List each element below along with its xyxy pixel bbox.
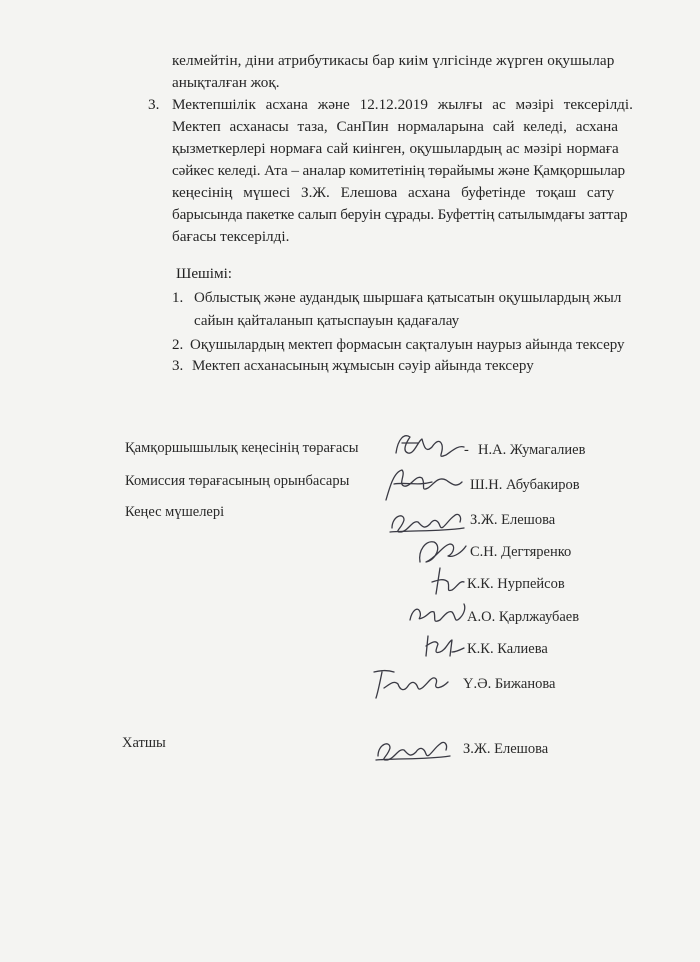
deputy-label: Комиссия төрағасының орынбасары [125,473,350,489]
decision-title: Шешімі: [176,265,233,282]
decision-item-number: 3. [172,358,184,374]
text-line: кеңесінің мүшесі З.Ж. Елешова асхана буфетінде тоқаш сату [172,184,615,201]
member6-signature [366,662,454,702]
member3-signature [426,564,470,598]
member-name: К.К. Нурпейсов [467,576,565,592]
text-line: Мектеп асханасы таза, СанПин нормаларына сай келеді, асхана [172,118,618,135]
members-label: Кеңес мүшелері [125,504,225,520]
decision-item-number: 2. [172,337,184,353]
chair-signature [388,425,468,465]
secretary-label: Хатшы [122,735,166,751]
chair-label: Қамқоршышылық кеңесінің төрағасы [125,440,359,456]
member5-signature [420,630,466,660]
text-line: бағасы тексерілді. [172,228,290,245]
text-line: келмейтін, діни атрибутикасы бар киім үлгісінде жүрген оқушылар [172,52,615,69]
member-name: З.Ж. Елешова [470,512,556,528]
item2-tail [172,50,660,94]
secretary-name: З.Ж. Елешова [463,741,549,757]
decision-item-number: 1. [172,290,184,306]
deputy-signature [376,462,466,506]
text-line: барысында пакетке салып беруін сұрады. Буфеттің сатылымдағы заттар [172,206,628,223]
text-line: қызметкерлері нормаға сай киінген, оқушылардың ас мәзірі нормаға [172,140,619,157]
member2-signature [414,532,470,568]
text-line: Мектепшілік асхана және 12.12.2019 жылғы ас мәзірі тексерілді. [172,96,633,113]
decision-item-line: сайын қайталанып қатыспауын қадағалау [194,313,460,329]
secretary-signature [372,728,452,766]
member-name: А.О. Қарлжаубаев [467,609,580,625]
item3-number: 3. [148,96,160,113]
item3-paragraph [172,94,660,248]
member-name: С.Н. Дегтяренко [470,544,572,560]
decision-item-line: Мектеп асханасының жұмысын сәуір айында тексеру [192,358,534,374]
text-line: анықталған жоқ. [172,74,280,91]
text-line: сәйкес келеді. Ата – аналар комитетінің төрайымы және Қамқоршылар [172,162,626,179]
member-name: К.К. Калиева [467,641,548,657]
member4-signature [404,596,470,630]
member-name: Ү.Ә. Бижанова [463,676,556,692]
chair-name: Н.А. Жумагалиев [478,442,586,458]
deputy-name: Ш.Н. Абубакиров [470,477,580,493]
chair-dash: - [464,442,469,458]
decision-item-line: Оқушылардың мектеп формасын сақталуын наурыз айында тексеру [190,337,625,353]
decision-item-line: Облыстық және аудандық шыршаға қатысатын оқушылардың жыл [194,290,622,306]
